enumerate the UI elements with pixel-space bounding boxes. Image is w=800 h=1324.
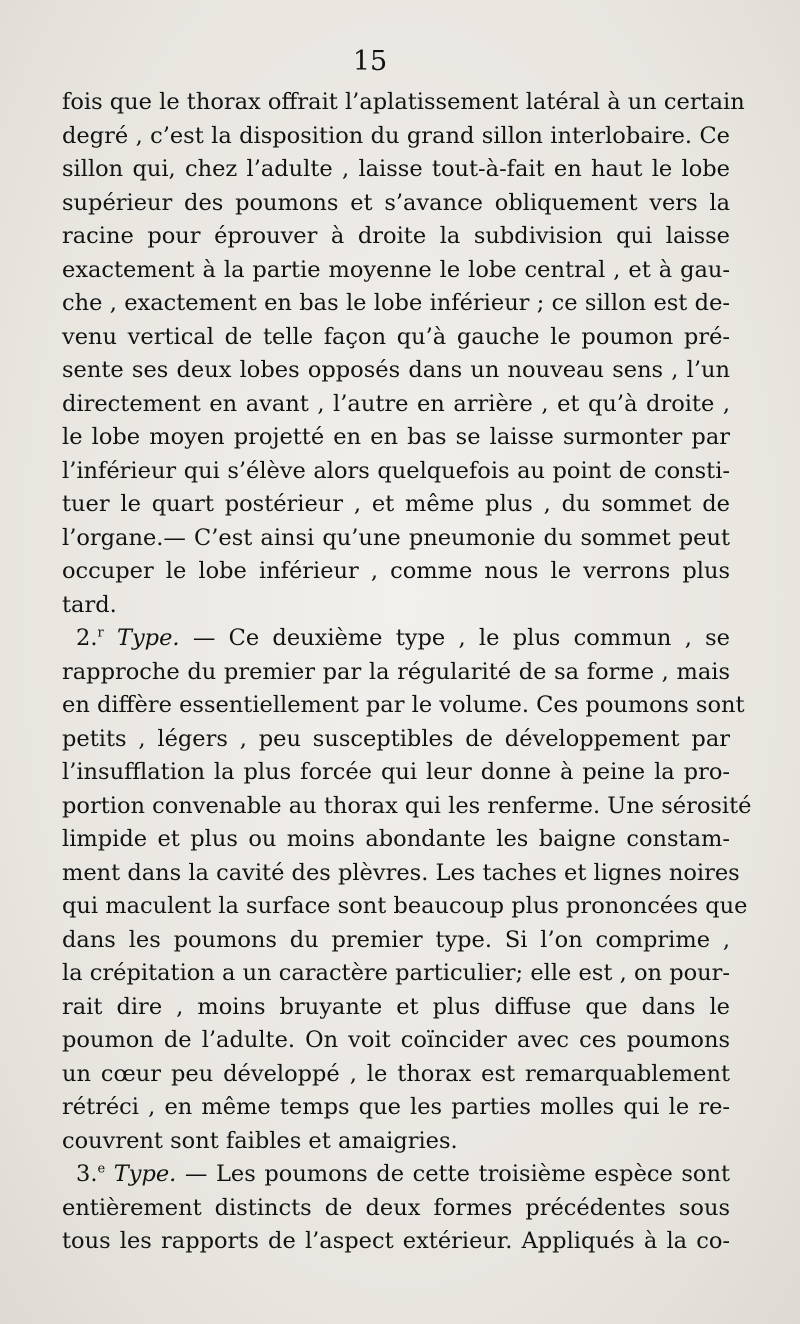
line-text: che , exactement en bas le lobe inférieur ; ce sillon est de-	[62, 290, 730, 316]
line-text: rait dire , moins bruyante et plus diffuse que dans le	[62, 993, 730, 1020]
line-text: sillon qui, chez l’adulte , laisse tout-à-fait en haut le lobe	[62, 156, 730, 182]
text-line	[62, 1192, 730, 1226]
line-text: directement en avant , l’autre en arrière , et qu’à droite ,	[62, 390, 730, 417]
line-text: le lobe moyen projetté en en bas se laisse surmonter par	[62, 424, 730, 450]
text-line	[62, 756, 730, 790]
line-text: — Les poumons de cette troisième espèce sont	[184, 1161, 730, 1187]
text-line	[62, 622, 730, 656]
section-number: 2.	[76, 625, 98, 651]
line-text: ment dans la cavité des plèvres. Les taches et lignes noires	[62, 859, 740, 886]
line-text: l’inférieur qui s’élève alors quelquefois au point de consti-	[62, 457, 730, 484]
text-line	[62, 388, 730, 422]
line-text: rétréci , en même temps que les parties molles qui le re-	[62, 1094, 730, 1120]
text-line	[62, 924, 730, 958]
text-line	[62, 1125, 730, 1159]
line-text: tous les rapports de l’aspect extérieur. Appliqués à la co-	[62, 1228, 730, 1254]
text-line	[62, 153, 730, 187]
text-line	[62, 1058, 730, 1092]
line-text: un cœur peu développé , le thorax est remarquablement	[62, 1060, 730, 1087]
line-text: sente ses deux lobes opposés dans un nouveau sens , l’un	[62, 357, 730, 383]
text-line	[62, 488, 730, 522]
text-line	[62, 1158, 730, 1192]
text-line	[62, 287, 730, 321]
line-text: racine pour éprouver à droite la subdivision qui laisse	[62, 223, 730, 249]
line-text: limpide et plus ou moins abondante les baigne constam-	[62, 826, 730, 852]
text-line	[62, 254, 730, 288]
line-text: la crépitation a un caractère particulier; elle est , on pour-	[62, 960, 730, 986]
text-line	[62, 354, 730, 388]
line-text: qui maculent la surface sont beaucoup plus prononcées que	[62, 893, 748, 919]
text-line	[62, 723, 730, 757]
text-line	[62, 555, 730, 589]
text-line	[62, 589, 730, 623]
line-text: supérieur des poumons et s’avance obliquement vers la	[62, 189, 730, 216]
text-line	[62, 187, 730, 221]
line-text: dans les poumons du premier type. Si l’on comprime ,	[62, 926, 730, 953]
text-line	[62, 823, 730, 857]
line-text: couvrent sont faibles et amaigries.	[62, 1127, 458, 1154]
text-line	[62, 455, 730, 489]
line-text: l’organe.— C’est ainsi qu’une pneumonie du sommet peut	[62, 524, 730, 551]
line-text: petits , légers , peu susceptibles de développement par	[62, 725, 730, 752]
section-heading: Type.	[116, 625, 180, 651]
text-line	[62, 790, 752, 824]
line-text: entièrement distincts de deux formes précédentes sous	[62, 1194, 730, 1221]
line-text: l’insufflation la plus forcée qui leur donne à peine la pro-	[62, 759, 730, 785]
line-text: rapproche du premier par la régularité de sa forme , mais	[62, 658, 730, 685]
line-text: venu vertical de telle façon qu’à gauche le poumon pré-	[62, 323, 730, 350]
section-number-superscript: e	[97, 1161, 106, 1177]
line-text: poumon de l’adulte. On voit coïncider avec ces poumons	[62, 1027, 730, 1053]
text-line	[62, 1024, 730, 1058]
text-line	[62, 656, 730, 690]
line-text: tard.	[62, 591, 117, 618]
section-number: 3.	[76, 1161, 98, 1187]
line-text: — Ce deuxième type , le plus commun , se	[192, 625, 730, 651]
text-line	[62, 857, 740, 891]
text-line	[62, 1091, 730, 1125]
line-text: occuper le lobe inférieur , comme nous le verrons plus	[62, 558, 730, 584]
line-text: exactement à la partie moyenne le lobe central , et à gau-	[62, 256, 730, 283]
text-line	[62, 991, 730, 1025]
line-text: portion convenable au thorax qui les renferme. Une sérosité	[62, 792, 752, 819]
page-number: 15	[352, 46, 388, 77]
body-text	[62, 86, 752, 1259]
line-text: en diffère essentiellement par le volume. Ces poumons sont	[62, 692, 745, 718]
section-number-superscript: r	[97, 625, 104, 641]
section-heading: Type.	[113, 1161, 177, 1187]
line-text: degré , c’est la disposition du grand sillon interlobaire. Ce	[62, 122, 730, 149]
line-text: tuer le quart postérieur , et même plus , du sommet de	[62, 491, 730, 517]
text-line	[62, 689, 745, 723]
line-text: fois que le thorax offrait l’aplatissement latéral à un certain	[62, 89, 745, 115]
text-line	[62, 957, 730, 991]
text-line	[62, 522, 730, 556]
text-line	[62, 1225, 730, 1259]
text-line	[62, 890, 748, 924]
text-line	[62, 120, 730, 154]
text-line	[62, 220, 730, 254]
text-line	[62, 421, 730, 455]
text-line	[62, 86, 745, 120]
text-line	[62, 321, 730, 355]
